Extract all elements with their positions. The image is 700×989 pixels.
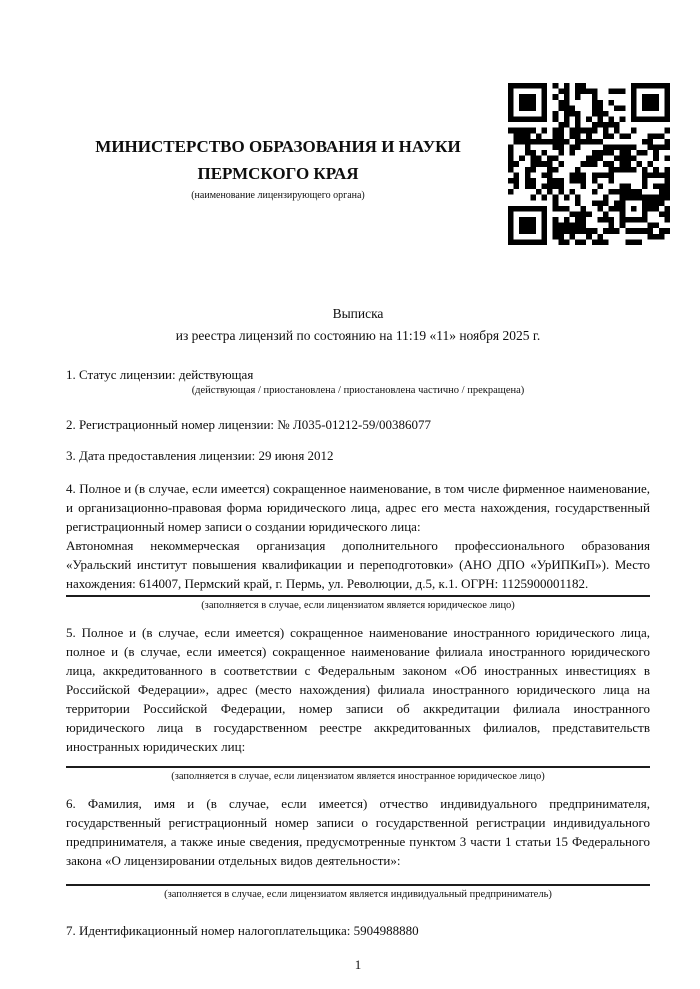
ministry-name-line2: ПЕРМСКОГО КРАЯ — [197, 164, 359, 183]
foreign-entity-intro: 5. Полное и (в случае, если имеется) сокращенное наименование иностранного юридического лица, полное и (в случае, если имеется) сокращенное наименование филиала иностранного юридического лица, аккредитованного в соответствии с Федеральным законом «Об иностранных инвестициях в Российской Федерации», адрес (место нахождения) филиала иностранного юридического лица на территории Российской Федерации, номер записи об аккредитации филиала иностранного юридического лица в государственном реестре аккредитованных филиалов, представительств иностранных юридических лиц: — [66, 625, 650, 754]
issuing-authority-caption: (наименование лицензирующего органа) — [191, 190, 365, 201]
legal-entity-intro: 4. Полное и (в случае, если имеется) сокращенное наименование, в том числе фирменное наименование, и организационно-правовая форма юридического лица, адрес его места нахождения, государственный регистрационный номер записи о создании юридического лица: — [66, 481, 650, 534]
item-legal-entity — [66, 479, 650, 613]
ministry-name-line1: МИНИСТЕРСТВО ОБРАЗОВАНИЯ И НАУКИ — [95, 137, 461, 156]
legal-entity-caption: (заполняется в случае, если лицензиатом является юридическое лицо) — [201, 600, 515, 611]
foreign-entity-caption: (заполняется в случае, если лицензиатом является иностранное юридическое лицо) — [171, 771, 545, 782]
document-header — [0, 0, 700, 255]
separator-line — [66, 884, 650, 886]
issuing-authority-block — [62, 133, 494, 201]
item-foreign-entity — [66, 623, 650, 784]
legal-entity-value: Автономная некоммерческая организация дополнительного профессионального образования «Уральский институт повышения квалификации и переподготовки» (АНО ДПО «УрИПКиП»). Место нахождения: 614007, Пермский край, г. Пермь, ул. Революции, д.5, к.1. ОГРН: 1125900001182. — [66, 538, 650, 591]
license-status-caption: (действующая / приостановлена / приостановлена частично / прекращена) — [191, 385, 525, 396]
document-title-line2: из реестра лицензий по состоянию на 11:19 «11» ноября 2025 г. — [175, 328, 541, 343]
qr-code-icon — [508, 83, 670, 245]
document-title — [66, 303, 650, 347]
page-number: 1 — [354, 957, 362, 972]
separator-line — [66, 595, 650, 597]
item-registration-number: 2. Регистрационный номер лицензии: № Л035-01212-59/00386077 — [66, 417, 432, 432]
item-license-status — [66, 365, 650, 398]
document-body — [66, 303, 650, 974]
separator-line — [66, 766, 650, 768]
item-grant-date: 3. Дата предоставления лицензии: 29 июня 2012 — [66, 448, 334, 463]
license-status-text: 1. Статус лицензии: действующая — [66, 367, 254, 382]
individual-entrepreneur-caption: (заполняется в случае, если лицензиатом является индивидуальный предприниматель) — [164, 889, 552, 900]
item-individual-entrepreneur — [66, 794, 650, 902]
individual-entrepreneur-intro: 6. Фамилия, имя и (в случае, если имеется) отчество индивидуального предпринимателя, государственный регистрационный номер записи о государственной регистрации индивидуального предпринимателя, а также иные сведения, предусмотренные пунктом 3 части 1 статьи 15 Федерального закона «О лицензировании отдельных видов деятельности»: — [66, 796, 650, 868]
item-taxpayer-number: 7. Идентификационный номер налогоплательщика: 5904988880 — [66, 923, 419, 938]
document-title-line1: Выписка — [332, 306, 384, 321]
